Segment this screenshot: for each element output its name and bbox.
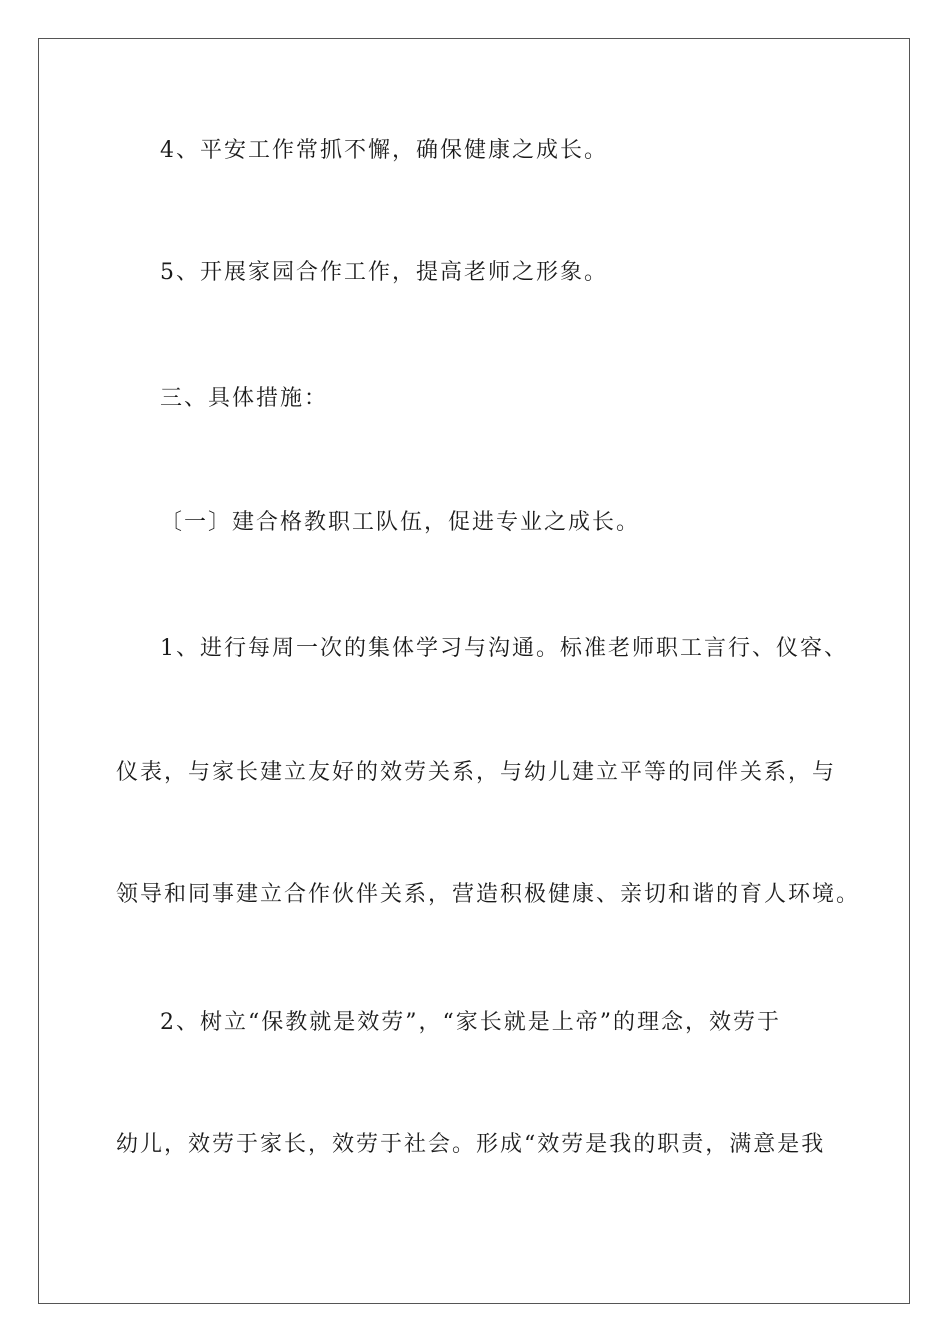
list-item-4: 4、平安工作常抓不懈，确保健康之成长。	[160, 138, 608, 163]
section-heading-measures: 三、具体措施：	[160, 386, 329, 411]
paragraph-2-line-1: 2、树立“保教就是效劳”，“家长就是上帝”的理念，效劳于	[160, 1010, 781, 1035]
paragraph-1-line-3: 领导和同事建立合作伙伴关系，营造积极健康、亲切和谐的育人环境。	[116, 882, 861, 907]
paragraph-1-line-1: 1、进行每周一次的集体学习与沟通。标准老师职工言行、仪容、	[160, 636, 848, 661]
subsection-heading-1: 〔一〕建合格教职工队伍，促进专业之成长。	[160, 510, 641, 535]
paragraph-1-line-2: 仪表，与家长建立友好的效劳关系，与幼儿建立平等的同伴关系，与	[116, 760, 837, 785]
list-item-5: 5、开展家园合作工作，提高老师之形象。	[160, 260, 608, 285]
page-border	[38, 38, 910, 1304]
paragraph-2-line-2: 幼儿，效劳于家长，效劳于社会。形成“效劳是我的职责，满意是我	[116, 1132, 826, 1157]
